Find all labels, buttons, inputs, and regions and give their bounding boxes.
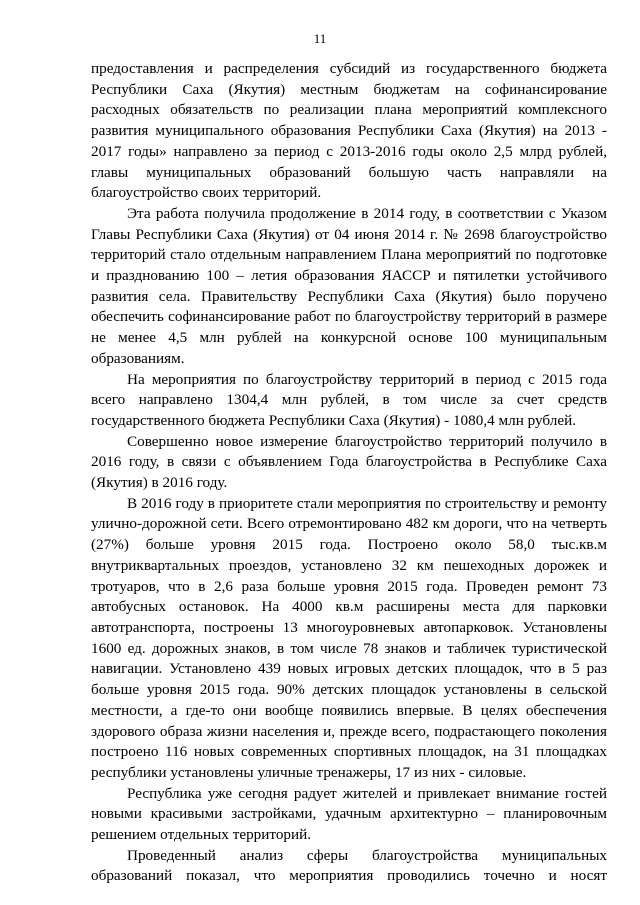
page-number: 11 (313, 31, 327, 46)
paragraph-7: Проведенный анализ сферы благоустройства муниципальных образований показал, что мероприятия проводились точечно и носят (91, 846, 607, 885)
paragraph-1: предоставления и распределения субсидий из государственного бюджета Республики Саха (Якутия) местным бюджетам на софинансирование расходных обязательств по реализации плана мероприятий комплексного развития муниципального образования Республики Саха (Якутия) на 2013 - 2017 годы» направлено за период с 2013-2016 годы около 2,5 млрд рублей, главы муниципальных образований большую часть направляли на благоустройство своих территорий. (91, 60, 607, 202)
paragraph-3: На мероприятия по благоустройству территорий в период с 2015 года всего направлено 1304,4 млн рублей, в том числе за счет средств государственного бюджета Республики Саха (Якутия) - 1080,4 млн рублей. (91, 370, 607, 429)
paragraph-2: Эта работа получила продолжение в 2014 году, в соответствии с Указом Главы Республики Саха (Якутия) от 04 июня 2014 г. № 2698 благоустройство территорий стало отдельным направлением Плана мероприятий по подготовке и празднованию 100 – летия образования ЯАССР и пятилетки устойчивого развития села. Правительству Республики Саха (Якутия) было поручено обеспечить софинансирование работ по благоустройству территорий в размере не менее 4,5 млн рублей на конкурсной основе 100 муниципальным образованиям. (91, 204, 607, 367)
paragraph-4: Совершенно новое измерение благоустройство территорий получило в 2016 году, в связи с объявлением Года благоустройства в Республике Саха (Якутия) в 2016 году. (91, 432, 607, 492)
document-body (91, 59, 607, 887)
paragraph-6: Республика уже сегодня радует жителей и привлекает внимание гостей новыми красивыми застройками, удачным архитектурно – планировочным решением отдельных территорий. (91, 784, 607, 844)
paragraph-5: В 2016 году в приоритете стали мероприятия по строительству и ремонту улично-дорожной сети. Всего отремонтировано 482 км дороги, что на четверть (27%) больше уровня 2015 года. Построено около 58,0 тыс.кв.м внутриквартальных проездов, установлено 32 км пешеходных дорожек и тротуаров, что в 2,6 раза больше уровня 2015 года. Проведен ремонт 73 автобусных остановок. На 4000 кв.м расширены места для парковки автотранспорта, построены 13 многоуровневых автопарковок. Установлены 1600 ед. дорожных знаков, в том числе 78 знаков и табличек туристической навигации. Установлено 439 новых игровых детских площадок, что в 5 раз больше уровня 2015 года. 90% детских площадок установлены в сельской местности, а где-то они вообще появились впервые. В целях обеспечения здорового образа жизни населения и, прежде всего, подрастающего поколения построено 116 новых современных спортивных площадок, на 31 площадках республики установлены уличные тренажеры, 17 из них - силовые. (91, 494, 607, 781)
